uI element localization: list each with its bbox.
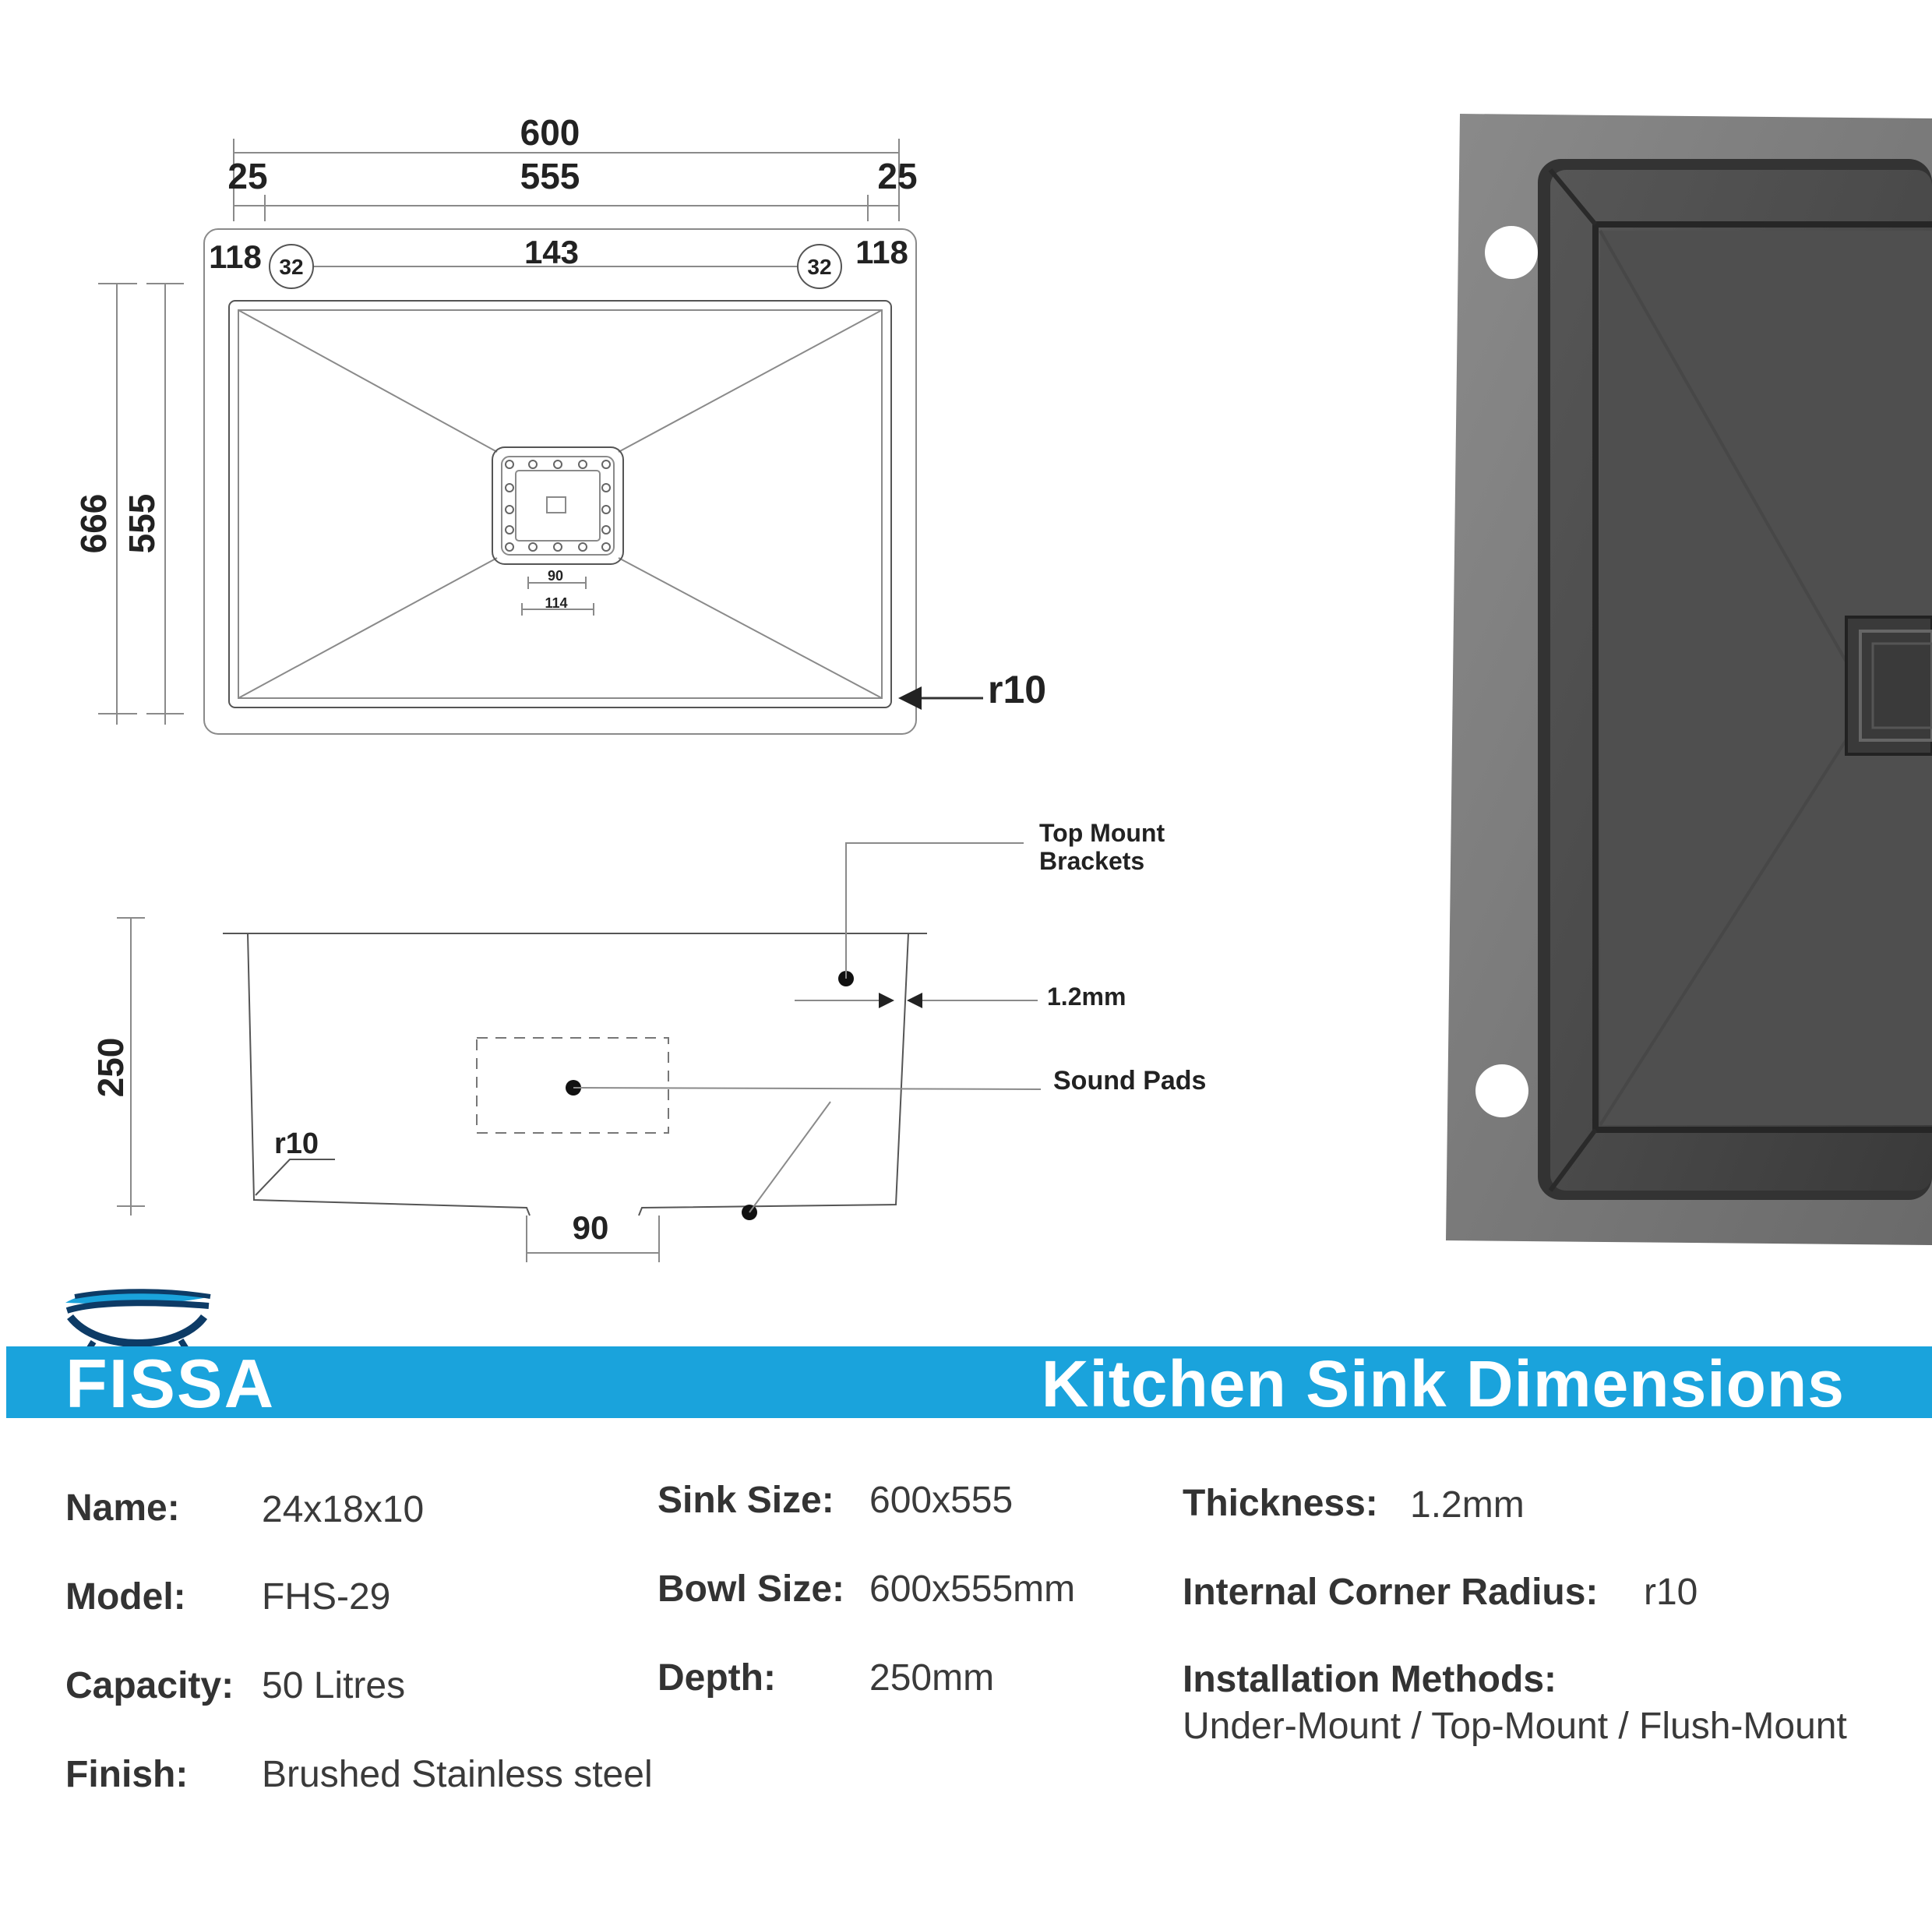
dim-overall-length: 666 (73, 493, 114, 554)
dim-hole-offset-right: 118 (855, 234, 908, 270)
photo-tap-hole-bottom (1475, 1064, 1528, 1117)
plan-view (73, 112, 1046, 734)
label-thickness: 1.2mm (1047, 983, 1126, 1011)
spec-bowl-size-label: Bowl Size: (658, 1568, 845, 1610)
label-sound-pads: Sound Pads (1053, 1066, 1207, 1096)
dim-bowl-length: 555 (122, 493, 162, 554)
spec-sink-size-label: Sink Size: (658, 1480, 834, 1521)
label-brackets-line2: Brackets (1039, 847, 1145, 875)
section-corner-radius-label: r10 (274, 1127, 319, 1160)
section-view (90, 819, 1206, 1262)
dim-flange-right: 25 (877, 156, 918, 196)
spec-sink-size-value: 600x555 (869, 1480, 1014, 1521)
spec-depth-value: 250mm (869, 1657, 995, 1699)
spec-model-label: Model: (65, 1576, 186, 1618)
spec-capacity-value: 50 Litres (262, 1665, 406, 1706)
hole-diameter-right: 32 (807, 255, 832, 279)
spec-name-label: Name: (65, 1487, 180, 1529)
sink-photo (1446, 114, 1932, 1245)
hole-diameter-left: 32 (279, 255, 304, 279)
spec-install-value: Under-Mount / Top-Mount / Flush-Mount (1183, 1706, 1847, 1747)
dim-bowl-width: 555 (520, 156, 580, 196)
plan-corner-radius-label: r10 (988, 668, 1047, 711)
spec-radius-label: Internal Corner Radius: (1183, 1572, 1599, 1613)
dim-depth: 250 (90, 1037, 131, 1098)
spec-name-value: 24x18x10 (262, 1489, 425, 1530)
brand-logo-text: FISSA (65, 1345, 276, 1422)
photo-tap-hole-top (1485, 226, 1538, 279)
dim-drain-inner: 90 (547, 568, 564, 584)
spec-finish-value: Brushed Stainless steel (262, 1754, 653, 1795)
spec-thickness-label: Thickness: (1183, 1483, 1378, 1524)
dim-hole-spacing: 143 (524, 234, 580, 270)
spec-thickness-value: 1.2mm (1410, 1484, 1525, 1526)
spec-finish-label: Finish: (65, 1754, 189, 1795)
dim-flange-left: 25 (227, 156, 268, 196)
spec-model-value: FHS-29 (262, 1576, 391, 1618)
spec-depth-label: Depth: (658, 1657, 776, 1699)
label-brackets-line1: Top Mount (1039, 819, 1165, 847)
page-title: Kitchen Sink Dimensions (1041, 1347, 1845, 1420)
spec-bowl-size-value: 600x555mm (869, 1568, 1076, 1610)
spec-install-label: Installation Methods: (1183, 1659, 1557, 1700)
dim-drain-outer: 114 (545, 595, 568, 611)
spec-radius-value: r10 (1644, 1572, 1698, 1613)
dim-overall-width: 600 (520, 112, 580, 153)
spec-capacity-label: Capacity: (65, 1665, 234, 1706)
dim-section-drain: 90 (572, 1209, 609, 1246)
dim-hole-offset-left: 118 (209, 238, 262, 275)
